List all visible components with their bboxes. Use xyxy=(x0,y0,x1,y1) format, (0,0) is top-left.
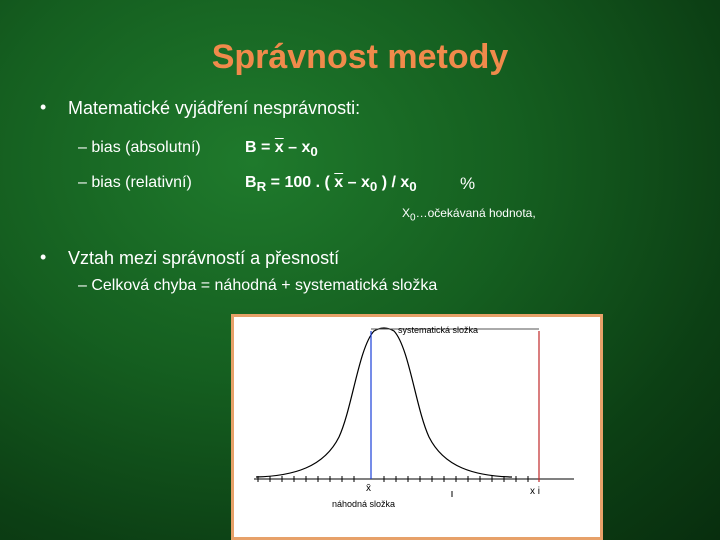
bullet-accuracy-precision xyxy=(40,247,340,269)
bullet-dot: • xyxy=(40,97,47,117)
slide-title: Správnost metody xyxy=(211,38,509,76)
bullet-accuracy-precision-text: Vztah mezi správností a přesností xyxy=(68,248,340,268)
bullet-math-expression xyxy=(40,97,361,119)
label-xbar: x̄ xyxy=(366,483,371,494)
error-distribution-svg xyxy=(234,317,600,537)
label-random: náhodná složka xyxy=(332,499,396,509)
label-systematic: systematická složka xyxy=(398,325,479,335)
bullet-math-expression-text: Matematické vyjádření nesprávnosti: xyxy=(68,98,361,118)
gaussian-curve xyxy=(256,328,512,477)
bias-relative-formula: $B_R = 100$ . ( $\overline{x} - x_0$ ) / $x_0$ xyxy=(245,174,417,195)
bias-absolute-label: – bias (absolutní) xyxy=(78,139,201,156)
bullet-dot: • xyxy=(40,247,47,267)
total-error-line: – Celková chyba = náhodná + systematická složka xyxy=(78,277,438,294)
bias-relative-label: – bias (relativní) xyxy=(78,174,192,191)
error-distribution-figure xyxy=(231,314,603,540)
expected-value-note: $X_0\dots očekávaná$ hodnota, xyxy=(402,206,536,224)
bias-absolute-formula: $B = \overline{x} - x_0$ xyxy=(245,139,318,160)
label-xi: x i xyxy=(530,486,540,497)
bias-relative-unit: % xyxy=(460,174,476,193)
